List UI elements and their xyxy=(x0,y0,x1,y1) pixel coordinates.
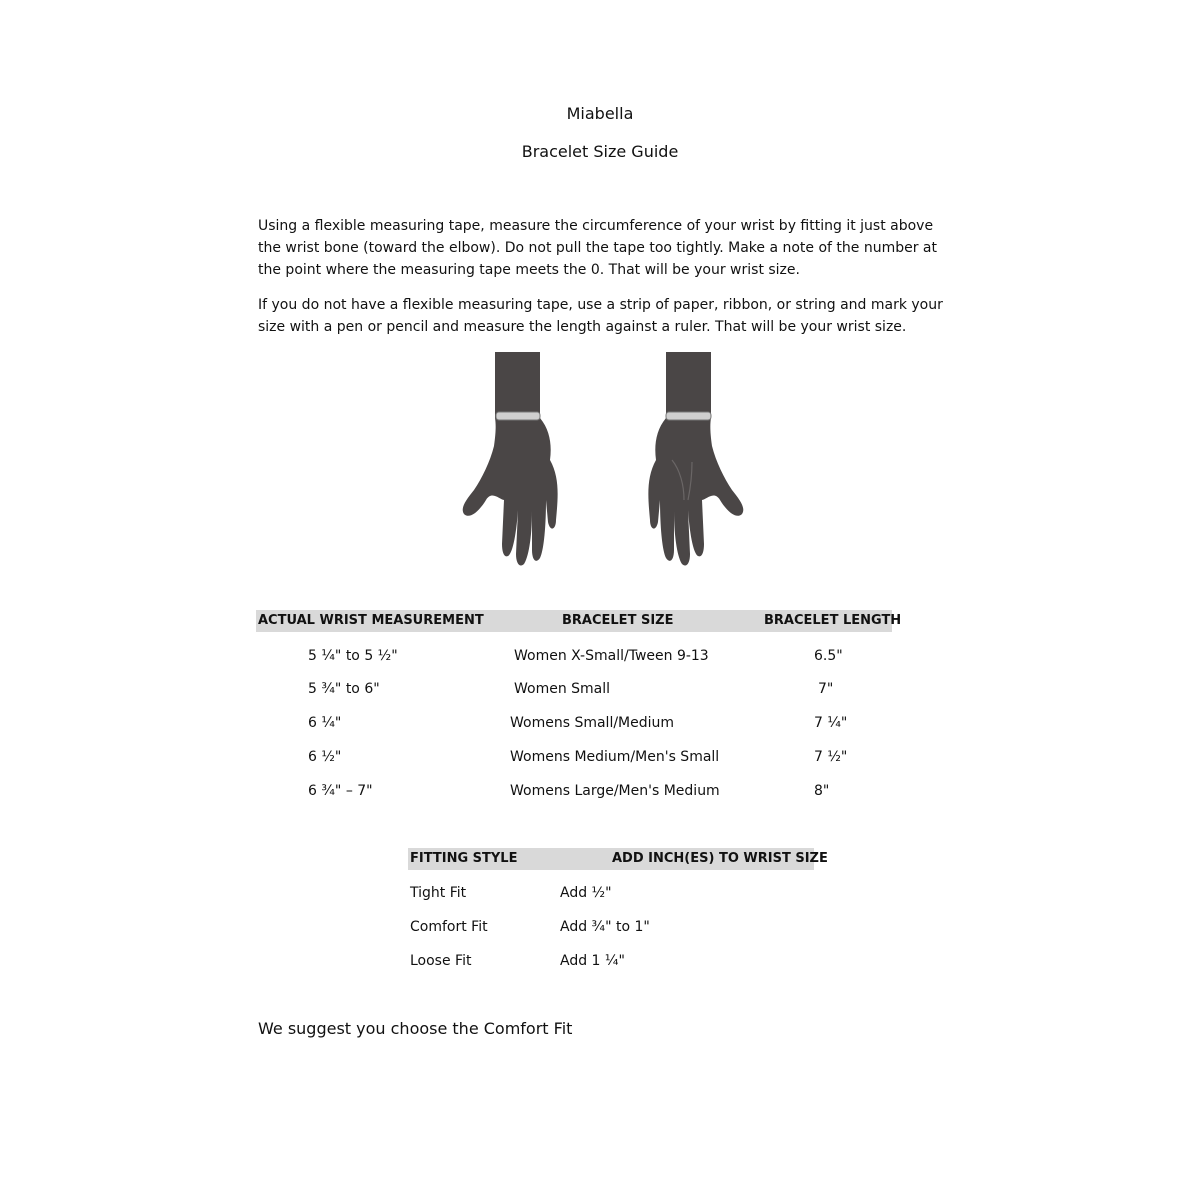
table-cell-length: 6.5" xyxy=(814,648,843,664)
instructions-paragraph-2: If you do not have a flexible measuring tape, use a strip of paper, ribbon, or string and mark your size with a pen or pencil and measure the length against a ruler. That will be your wrist size. xyxy=(258,297,943,335)
table-cell-length: 7 ½" xyxy=(814,749,848,765)
table-cell-wrist: 5 ¼" to 5 ½" xyxy=(308,648,398,664)
table-cell-length: 8" xyxy=(814,783,830,799)
table-cell-size: Womens Large/Men's Medium xyxy=(510,783,720,799)
size-table-header-wrist: ACTUAL WRIST MEASUREMENT xyxy=(258,613,484,628)
fit-cell-style: Loose Fit xyxy=(410,953,472,969)
table-cell-wrist: 5 ¾" to 6" xyxy=(308,681,380,697)
table-cell-wrist: 6 ¼" xyxy=(308,715,342,731)
table-cell-size: Womens Medium/Men's Small xyxy=(510,749,720,765)
left-hand-icon xyxy=(463,352,558,566)
table-cell-length: 7 ¼" xyxy=(814,715,848,731)
table-cell-length: 7" xyxy=(818,681,834,697)
right-bracelet xyxy=(666,412,711,420)
brand-name: Miabella xyxy=(566,104,634,123)
size-table-header-size: BRACELET SIZE xyxy=(562,613,674,628)
table-cell-size: Women Small xyxy=(514,681,611,697)
right-hand-icon xyxy=(648,352,743,566)
fit-table-header-add: ADD INCH(ES) TO WRIST SIZE xyxy=(612,851,828,866)
size-table-header-length: BRACELET LENGTH xyxy=(764,613,902,628)
page-title: Bracelet Size Guide xyxy=(521,142,679,161)
table-cell-wrist: 6 ½" xyxy=(308,749,342,765)
fit-cell-style: Tight Fit xyxy=(410,885,467,901)
table-cell-wrist: 6 ¾" – 7" xyxy=(308,783,373,799)
table-cell-size: Womens Small/Medium xyxy=(510,715,675,731)
table-cell-size: Women X-Small/Tween 9-13 xyxy=(514,648,709,664)
fit-cell-add: Add ½" xyxy=(560,885,612,901)
fit-table-header-style: FITTING STYLE xyxy=(410,851,518,866)
fit-cell-add: Add ¾" to 1" xyxy=(560,919,650,935)
instructions-paragraph-1: Using a flexible measuring tape, measure the circumference of your wrist by fitting it just above the wrist bone (toward the elbow). Do not pull the tape too tightly. Make a note of the number at the point where the measuring tape meets the 0. That will be your wrist size. xyxy=(258,218,937,278)
hands-with-bracelets-icon xyxy=(440,350,780,570)
left-bracelet xyxy=(496,412,540,420)
comfort-fit-suggestion: We suggest you choose the Comfort Fit xyxy=(258,1019,573,1038)
fit-cell-style: Comfort Fit xyxy=(410,919,488,935)
fit-cell-add: Add 1 ¼" xyxy=(560,953,625,969)
